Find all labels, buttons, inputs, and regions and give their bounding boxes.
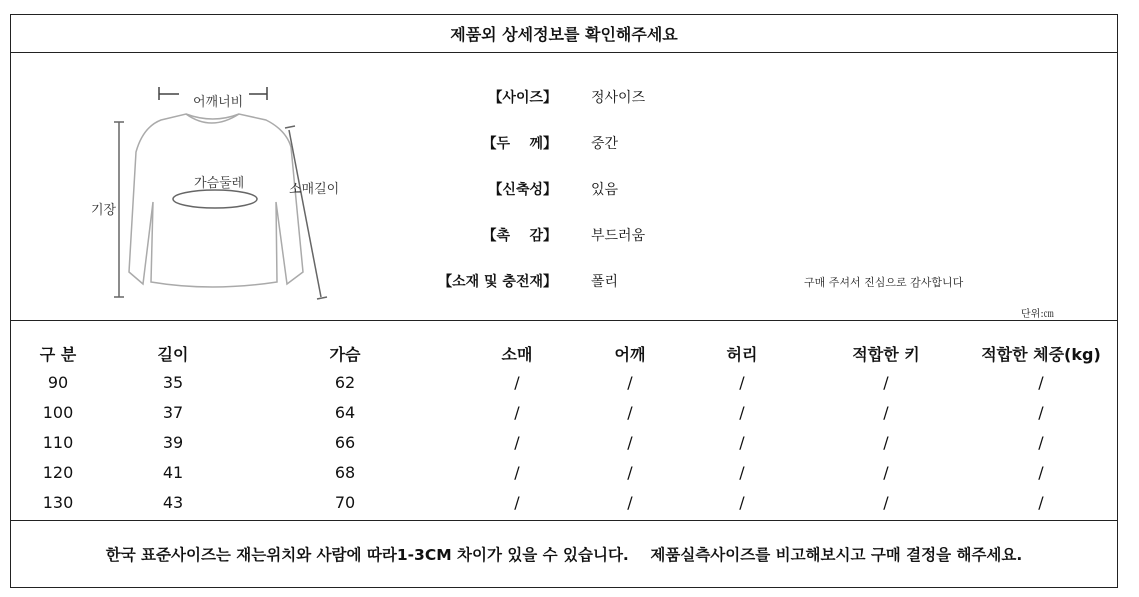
cell-size: 130 [42,493,74,512]
size-table [11,320,1117,521]
spec-value: 있음 [591,182,619,198]
unit-label: 단위:㎝ [1021,309,1054,320]
cell-sleeve: / [514,373,520,392]
cell-sleeve: / [514,403,520,422]
cell-weight: / [1038,433,1044,452]
spec-row-thickness [11,133,1117,155]
header-size: 구 분 [39,345,77,364]
spec-value: 정사이즈 [591,90,646,106]
spec-row-texture [11,225,1117,247]
cell-waist: / [739,373,745,392]
cell-length: 35 [162,373,184,392]
cell-height: / [883,493,889,512]
cell-length: 43 [162,493,184,512]
cell-waist: / [739,403,745,422]
header-shoulder: 어깨 [614,345,646,364]
spec-value: 부드러움 [591,228,646,244]
cell-shoulder: / [627,493,633,512]
cell-shoulder: / [627,463,633,482]
cell-sleeve: / [514,463,520,482]
header-height: 적합한 키 [852,345,920,364]
thanks-note: 구매 주셔서 진심으로 감사합니다 [804,276,964,289]
cell-waist: / [739,463,745,482]
cell-chest: 62 [334,373,356,392]
cell-chest: 68 [334,463,356,482]
cell-shoulder: / [627,403,633,422]
size-info-panel [10,14,1118,588]
cell-size: 110 [42,433,74,452]
page-title: 제품외 상세정보를 확인해주세요 [11,15,1117,53]
header-waist: 허리 [726,345,758,364]
spec-row-size [11,87,1117,109]
cell-length: 41 [162,463,184,482]
spec-key: 【두 께】 [482,136,557,152]
header-sleeve: 소매 [501,345,533,364]
cell-chest: 64 [334,403,356,422]
cell-sleeve: / [514,493,520,512]
cell-height: / [883,403,889,422]
cell-length: 39 [162,433,184,452]
cell-shoulder: / [627,433,633,452]
cell-height: / [883,433,889,452]
cell-length: 37 [162,403,184,422]
cell-chest: 70 [334,493,356,512]
spec-key: 【신축성】 [488,182,557,198]
cell-chest: 66 [334,433,356,452]
cell-waist: / [739,493,745,512]
sleeve-label: 소매길이 [289,182,340,197]
cell-weight: / [1038,493,1044,512]
spec-value: 중간 [591,136,619,152]
cell-weight: / [1038,403,1044,422]
header-chest: 가슴 [329,345,361,364]
footer-notice: 한국 표준사이즈는 재는위치와 사람에 따라1-3CM 차이가 있을 수 있습니다. 제품실측사이즈를 비고해보시고 구매 결정을 해주세요. [105,546,1023,564]
cell-sleeve: / [514,433,520,452]
cell-shoulder: / [627,373,633,392]
spec-row-elasticity [11,179,1117,201]
shoulder-label: 어깨너비 [193,95,244,110]
spec-section [11,52,1117,321]
chest-label: 가슴둘레 [194,176,245,191]
cell-height: / [883,463,889,482]
cell-size: 90 [47,373,69,392]
cell-waist: / [739,433,745,452]
cell-weight: / [1038,373,1044,392]
cell-height: / [883,373,889,392]
cell-size: 120 [42,463,74,482]
cell-size: 100 [42,403,74,422]
header-weight: 적합한 체중(kg) [981,345,1101,364]
cell-weight: / [1038,463,1044,482]
spec-key: 【촉 감】 [482,228,557,244]
spec-value: 폴리 [591,274,619,290]
header-length: 길이 [157,345,189,364]
length-label: 기장 [91,203,117,218]
spec-key: 【사이즈】 [488,90,557,106]
spec-key: 【소재 및 충전재】 [438,274,557,290]
